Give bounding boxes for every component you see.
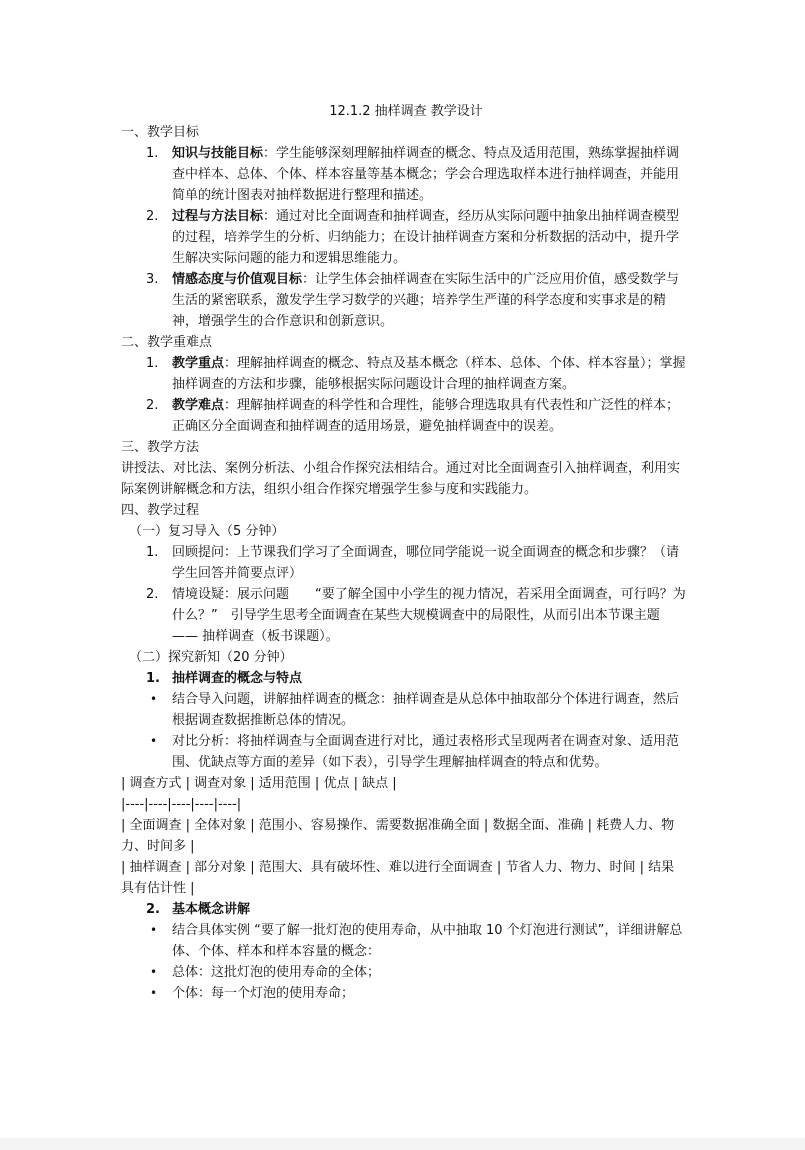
table-row: | 全面调查 | 全体对象 | 范围小、容易操作、需要数据准确全面 | 数据全面、准确 | 耗费人力、物力、时间多 | — [121, 818, 675, 854]
item-text: 对比分析：将抽样调查与全面调查进行对比，通过表格形式呈现两者在调查对象、适用范围、优缺点等方面的差异（如下表），引导学生理解抽样调查的特点和优势。 — [172, 734, 680, 770]
subsection-review: （一）复习导入（5 分钟） — [129, 524, 285, 539]
item-bold-label: 教学难点 — [172, 398, 225, 413]
item-text: ：理解抽样调查的科学性和合理性，能够合理选取具有代表性和广泛性的样本；正确区分全面调查和抽样调查的适用场景，避免抽样调查中的误差。 — [172, 398, 680, 434]
item-number: 3. — [146, 272, 159, 287]
basic-concepts-heading-text: 基本概念讲解 — [172, 902, 251, 917]
item-number: 2. — [146, 209, 159, 224]
bullet-icon: • — [150, 965, 158, 979]
basic-concepts-heading — [121, 899, 687, 920]
item-number: 1. — [146, 356, 159, 371]
table-row: | 抽样调查 | 部分对象 | 范围大、具有破坏性、难以进行全面调查 | 节省人力、物力、时间 | 结果具有估计性 | — [121, 860, 675, 896]
item-text: 回顾提问：上节课我们学习了全面调查，哪位同学能说一说全面调查的概念和步骤？（请学生回答并简要点评） — [172, 545, 680, 581]
list-item — [121, 143, 687, 206]
list-item — [121, 395, 687, 437]
bullet-icon: • — [150, 734, 158, 748]
section-heading-key-points: 二、教学重难点 — [121, 335, 213, 350]
table-row: |----|----|----|----|----| — [121, 797, 242, 812]
list-item — [121, 962, 687, 983]
item-number: 2. — [146, 902, 160, 917]
item-text: ：让学生体会抽样调查在实际生活中的广泛应用价值，感受数学与生活的紧密联系，激发学生学习数学的兴趣；培养学生严谨的科学态度和实事求是的精神，增强学生的合作意识和创新意识。 — [172, 272, 680, 329]
section-heading-goals: 一、教学目标 — [121, 125, 200, 140]
table-row: | 调查方式 | 调查对象 | 适用范围 | 优点 | 缺点 | — [121, 776, 397, 791]
list-item — [121, 584, 687, 647]
item-number: 1. — [146, 545, 159, 560]
document-content — [121, 101, 687, 1004]
list-item — [121, 983, 687, 1004]
bullet-icon: • — [150, 986, 158, 1000]
concept-heading-text: 抽样调查的概念与特点 — [172, 671, 303, 686]
item-text: ：通过对比全面调查和抽样调查，经历从实际问题中抽象出抽样调查模型的过程，培养学生的分析、归纳能力；在设计抽样调查方案和分析数据的活动中，提升学生解决实际问题的能力和逻辑思维能力。 — [172, 209, 680, 266]
item-text: 结合具体实例 “要了解一批灯泡的使用寿命，从中抽取 10 个灯泡进行测试”，详细讲解总体、个体、样本和样本容量的概念： — [172, 923, 683, 959]
list-item — [121, 269, 687, 332]
item-number: 1. — [146, 146, 159, 161]
item-text: 个体：每一个灯泡的使用寿命； — [172, 986, 355, 1001]
item-bold-label: 教学重点 — [172, 356, 225, 371]
concept-bullets — [121, 689, 687, 773]
bullet-icon: • — [150, 692, 158, 706]
list-item — [121, 542, 687, 584]
item-number: 2. — [146, 398, 159, 413]
section-heading-process: 四、教学过程 — [121, 503, 200, 518]
item-text: 总体：这批灯泡的使用寿命的全体； — [172, 965, 381, 980]
subsection-explore: （二）探究新知（20 分钟） — [129, 650, 293, 665]
item-text: 结合导入问题，讲解抽样调查的概念：抽样调查是从总体中抽取部分个体进行调查，然后根据调查数据推断总体的情况。 — [172, 692, 680, 728]
item-number: 1. — [146, 671, 160, 686]
doc-title: 12.1.2 抽样调查 教学设计 — [329, 104, 483, 119]
item-number: 2. — [146, 587, 159, 602]
item-bold-label: 知识与技能目标 — [172, 146, 264, 161]
item-text: 情境设疑：展示问题 “要了解全国中小学生的视力情况，若采用全面调查，可行吗？为什么？” 引导学生思考全面调查在某些大规模调查中的局限性，从而引出本节课主题 —— 抽样调查（板书课题）。 — [172, 587, 686, 644]
item-bold-label: 情感态度与价值观目标 — [172, 272, 303, 287]
basic-concepts-bullets — [121, 920, 687, 1004]
review-list — [121, 542, 687, 647]
item-text: ：学生能够深刻理解抽样调查的概念、特点及适用范围，熟练掌握抽样调查中样本、总体、个体、样本容量等基本概念；学会合理选取样本进行抽样调查，并能用简单的统计图表对抽样数据进行整理和描述。 — [172, 146, 680, 203]
goals-list — [121, 143, 687, 332]
concept-heading — [121, 668, 687, 689]
methods-paragraph: 讲授法、对比法、案例分析法、小组合作探究法相结合。通过对比全面调查引入抽样调查，利用实际案例讲解概念和方法，组织小组合作探究增强学生参与度和实践能力。 — [121, 461, 681, 497]
list-item — [121, 920, 687, 962]
list-item — [121, 689, 687, 731]
list-item — [121, 206, 687, 269]
item-text: ：理解抽样调查的概念、特点及基本概念（样本、总体、个体、样本容量）；掌握抽样调查的方法和步骤，能够根据实际问题设计合理的抽样调查方案。 — [172, 356, 686, 392]
key-points-list — [121, 353, 687, 437]
section-heading-methods: 三、教学方法 — [121, 440, 200, 455]
list-item — [121, 353, 687, 395]
list-item — [121, 731, 687, 773]
item-bold-label: 过程与方法目标 — [172, 209, 264, 224]
bullet-icon: • — [150, 923, 158, 937]
